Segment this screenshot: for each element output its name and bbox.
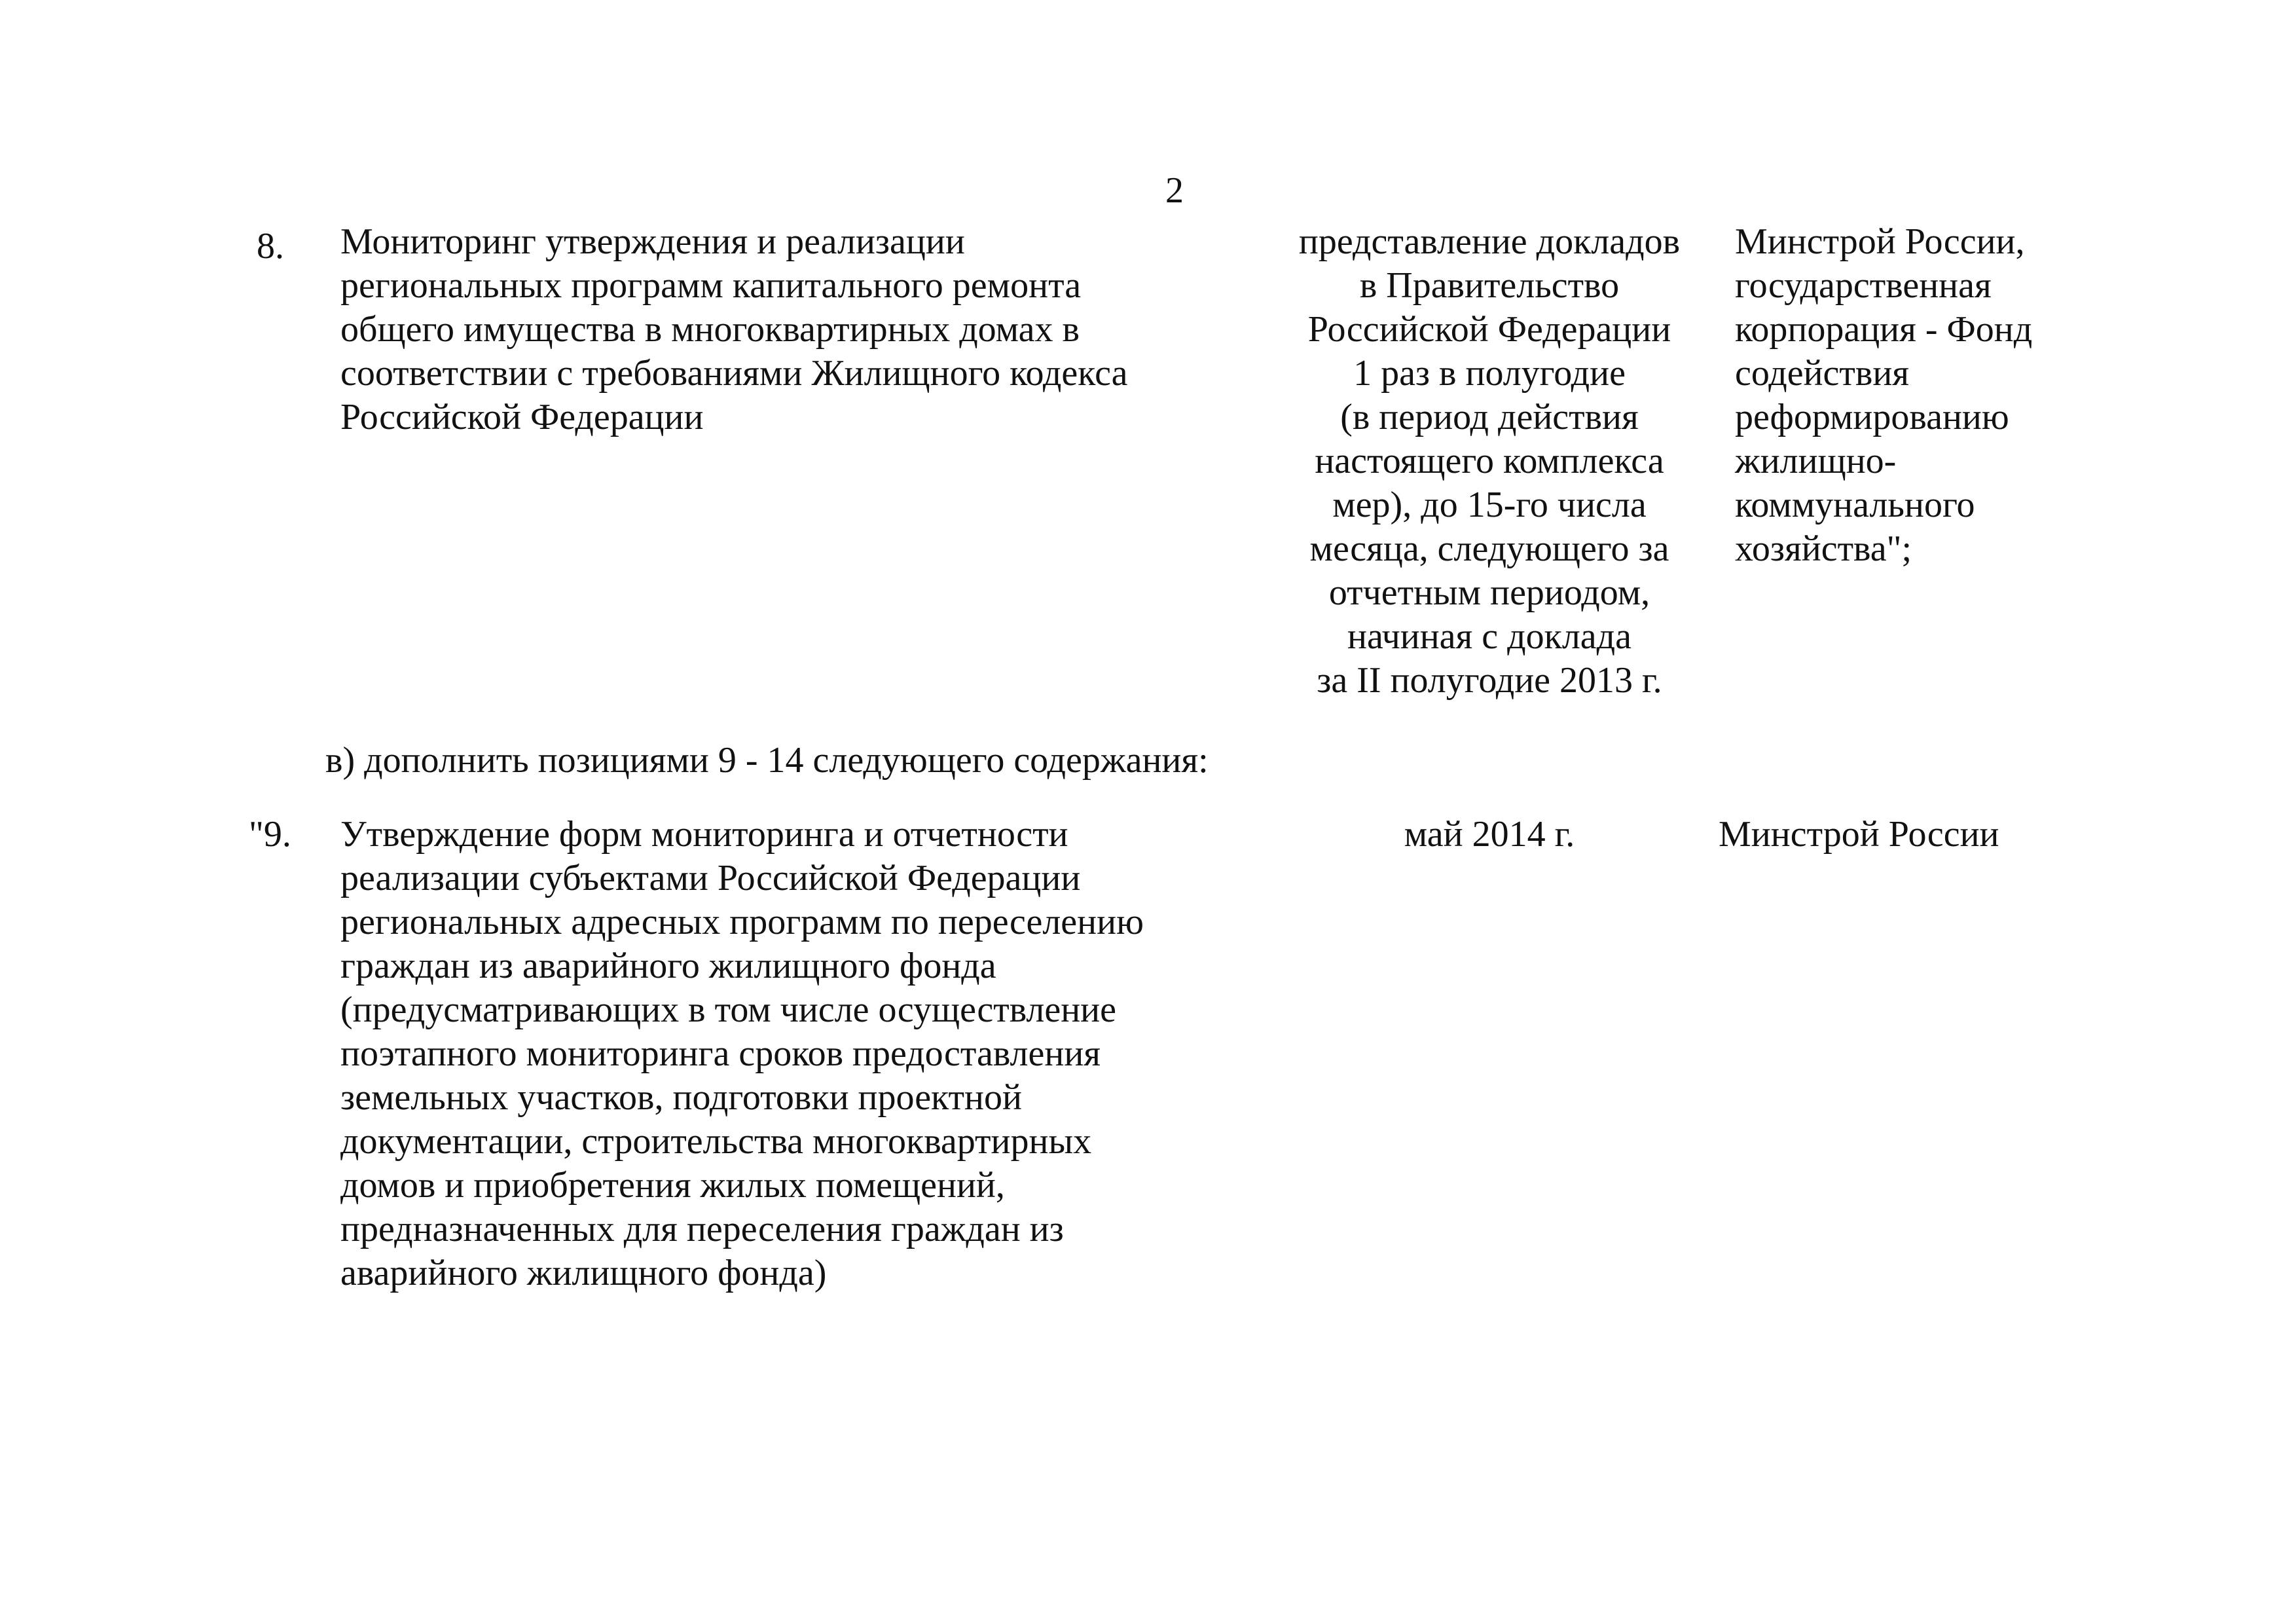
row-9-description-line: Утверждение форм мониторинга и отчетности — [340, 814, 1068, 855]
row-8-deadline — [1277, 220, 1702, 703]
row-8-responsible-line: содействия — [1735, 353, 1910, 394]
row-9-description-line: домов и приобретения жилых помещений, — [340, 1165, 1005, 1206]
row-9-description-line: реализации субъектами Российской Федерации — [340, 858, 1081, 898]
row-8-deadline-line: мер), до 15-го числа — [1332, 485, 1647, 525]
row-8-responsible-line: жилищно- — [1735, 441, 1897, 481]
amendment-intro: в) дополнить позициями 9 - 14 следующего содержания: — [325, 740, 1209, 781]
row-8-deadline-line: за II полугодие 2013 г. — [1317, 660, 1662, 701]
row-8-responsible — [1735, 220, 2032, 571]
row-9-description-line: аварийного жилищного фонда) — [340, 1253, 827, 1293]
row-8-description-line: Мониторинг утверждения и реализации — [340, 221, 965, 262]
row-8-description-line: Российской Федерации — [340, 397, 704, 437]
row-8-responsible-line: реформированию — [1735, 397, 2009, 437]
row-8-deadline-line: начиная с доклада — [1347, 616, 1631, 657]
row-9-description-line: региональных адресных программ по переселению — [340, 902, 1144, 942]
row-9-description-line: поэтапного мониторинга сроков предоставления — [340, 1033, 1101, 1074]
row-8-deadline-line: Российской Федерации — [1307, 309, 1671, 350]
row-9-description-line: земельных участков, подготовки проектной — [340, 1077, 1022, 1118]
page-number: 2 — [1165, 170, 1184, 211]
row-8-deadline-line: месяца, следующего за — [1309, 528, 1669, 569]
row-8-responsible-line: хозяйства"; — [1735, 528, 1912, 569]
row-8-responsible-line: коммунального — [1735, 485, 1975, 525]
row-8-deadline-line: в Правительство — [1359, 265, 1620, 306]
row-8-responsible-line: Минстрой России, — [1735, 221, 2025, 262]
row-9-number: "9. — [249, 814, 291, 855]
row-9-description-line: (предусматривающих в том числе осуществление — [340, 989, 1116, 1030]
row-8-deadline-line: представление докладов — [1298, 221, 1681, 262]
row-8-responsible-line: государственная — [1735, 265, 1992, 306]
row-9-responsible: Минстрой России — [1719, 814, 1999, 855]
row-8-deadline-line: отчетным периодом, — [1328, 572, 1650, 613]
row-8-deadline-line: настоящего комплекса — [1315, 441, 1664, 481]
row-8-deadline-line: (в период действия — [1340, 397, 1639, 437]
row-8-description — [340, 220, 1127, 439]
row-8-description-line: соответствии с требованиями Жилищного кодекса — [340, 353, 1128, 394]
row-9-deadline: май 2014 г. — [1404, 814, 1575, 855]
row-8-responsible-line: корпорация - Фонд — [1735, 309, 2033, 350]
row-8-description-line: региональных программ капитального ремонта — [340, 265, 1082, 306]
row-9-description-line: документации, строительства многоквартирных — [340, 1121, 1092, 1162]
row-9-description-line: граждан из аварийного жилищного фонда — [340, 946, 996, 986]
row-9-description-line: предназначенных для переселения граждан из — [340, 1209, 1064, 1249]
row-8-deadline-line: 1 раз в полугодие — [1353, 353, 1626, 394]
row-8-number: 8. — [257, 226, 284, 267]
row-9-description — [340, 813, 1144, 1295]
row-8-description-line: общего имущества в многоквартирных домах в — [340, 309, 1080, 350]
